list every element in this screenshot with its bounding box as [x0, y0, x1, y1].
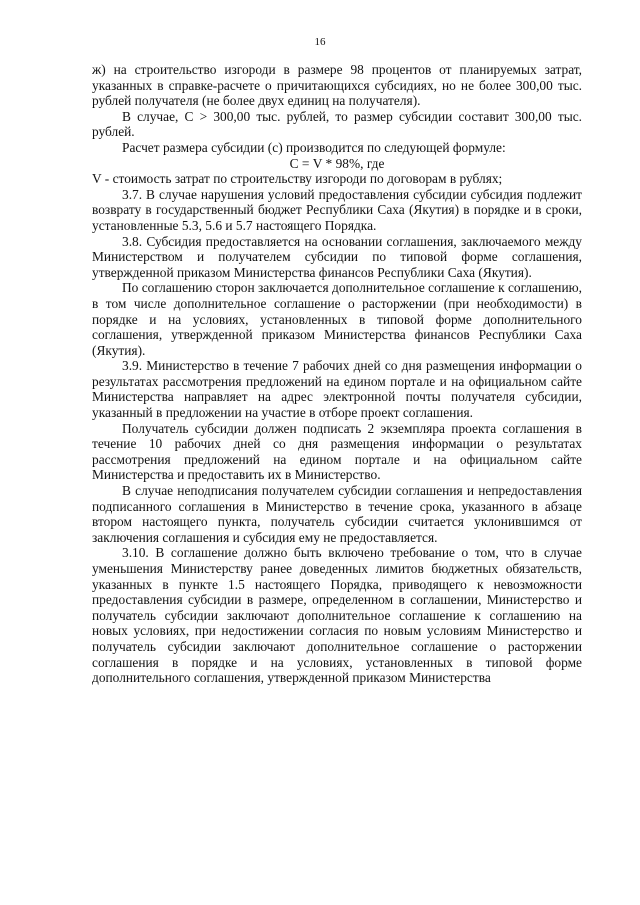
paragraph-zh-fence: ж) на строительство изгороди в размере 98 процентов от планируемых затрат, указанных в справке-расчете о причитающихся субсидиях, но не более 300,00 тыс. рублей получателя (не более двух единиц на получателя). [92, 62, 582, 109]
paragraph-additional-agreement: По соглашению сторон заключается дополнительное соглашение к соглашению, в том числе дополнительное соглашение о расторжении (при необходимости) в порядке и на условиях, установленных в типовой форме дополнительного соглашения, утвержденной приказом Министерства финансов Республики Саха (Якутия). [92, 280, 582, 358]
formula-line: С = V * 98%, где [289, 155, 385, 171]
paragraph-v-definition: V - стоимость затрат по строительству изгороди по договорам в рублях; [92, 171, 503, 187]
paragraph-3-7: 3.7. В случае нарушения условий предоставления субсидии субсидия подлежит возврату в государственный бюджет Республики Саха (Якутия) в порядке и в сроки, установленные 5.3, 5.6 и 5.7 настоящего Порядка. [92, 186, 582, 233]
page-number: 16 [314, 36, 326, 48]
paragraph-non-signing: В случае неподписания получателем субсидии соглашения и непредоставления подписанного соглашения в Министерство в течение срока, указанного в абзаце втором настоящего пункта, получатель субсидии считается уклонившимся от заключения соглашения и субсидия ему не предоставляется. [92, 483, 582, 545]
paragraph-formula-intro: Расчет размера субсидии (с) производится по следующей формуле: [122, 139, 506, 155]
paragraph-3-9: 3.9. Министерство в течение 7 рабочих дней со дня размещения информации о результатах рассмотрения предложений на едином портале и на официальном сайте Министерства направляет на адрес электронной почты получателя субсидии, указанный в предложении на участие в отборе проект соглашения. [92, 358, 582, 421]
paragraph-3-8: 3.8. Субсидия предоставляется на основании соглашения, заключаемого между Министерством и получателем субсидии по типовой форме соглашения, утвержденной приказом Министерства финансов Республики Саха (Якутия). [92, 233, 582, 280]
paragraph-3-10: 3.10. В соглашение должно быть включено требование о том, что в случае уменьшения Министерству ранее доведенных лимитов бюджетных обязательств, указанных в пункте 1.5 настоящего Порядка, приводящего к невозможности предоставления субсидии в размере, определенном в соглашении, Министерство и получатель субсидии заключают дополнительное соглашение к соглашению на новых условиях, при недостижении согласия по новым условиям Министерство и получатель субсидии заключают дополнительное соглашение о расторжении соглашения в порядке и на условиях, установленных в типовой форме дополнительного соглашения, утвержденной приказом Министерства [92, 545, 582, 686]
paragraph-subsidy-cap: В случае, С > 300,00 тыс. рублей, то размер субсидии составит 300,00 тыс. рублей. [92, 108, 582, 140]
document-body [92, 62, 582, 686]
paragraph-sign-copies: Получатель субсидии должен подписать 2 экземпляра проекта соглашения в течение 10 рабочих дней со дня размещения информации о результатах рассмотрения предложений на едином портале и на официальном сайте Министерства и предоставить их в Министерство. [92, 420, 582, 483]
